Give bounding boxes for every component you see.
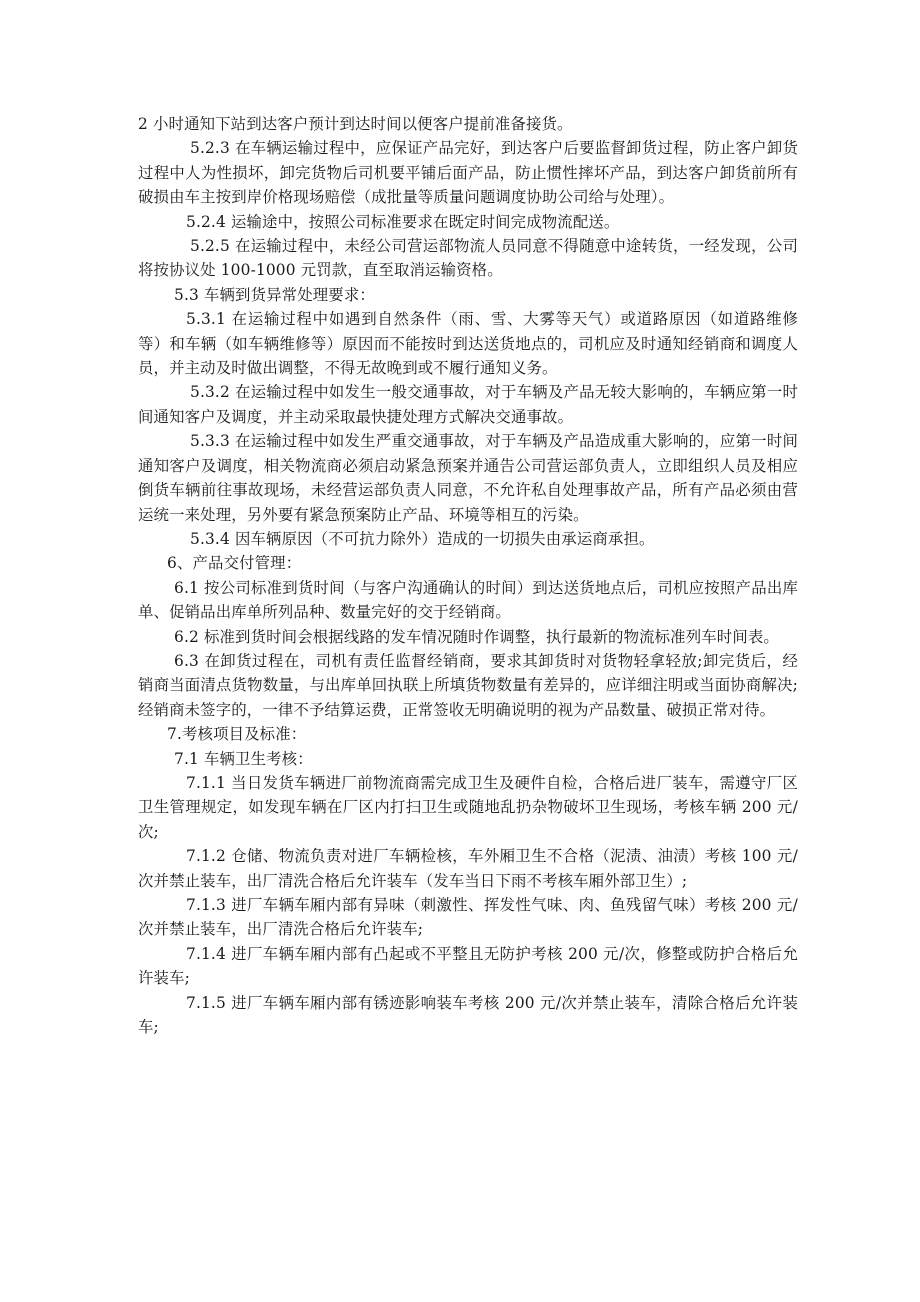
heading-5-3: 5.3 车辆到货异常处理要求： <box>174 285 375 304</box>
paragraph-5-3-1: 5.3.1 在运输过程中如遇到自然条件（雨、雪、大雾等天气）或道路原因（如道路维修等）和车辆（如车辆维修等）原因而不能按时到达送货地点的，司机应及时通知经销商和调度人员，并主动及时做出调整，不得无故晚到或不履行通知义务。 <box>138 310 798 378</box>
paragraph-5-2-5: 5.2.5 在运输过程中，未经公司营运部物流人员同意不得随意中途转货，一经发现，公司将按协议处 100-1000 元罚款，直至取消运输资格。 <box>138 237 798 280</box>
paragraph-7-1-4: 7.1.4 进厂车辆车厢内部有凸起或不平整且无防护考核 200 元/次，修整或防护合格后允许装车; <box>138 944 798 988</box>
paragraph-5-2-4: 5.2.4 运输途中，按照公司标准要求在既定时间完成物流配送。 <box>186 212 620 231</box>
heading-6: 6、产品交付管理： <box>167 554 302 573</box>
paragraph-6-1: 6.1 按公司标准到货时间（与客户沟通确认的时间）到达送货地点后，司机应按照产品出库单、促销品出库单所列品种、数量完好的交于经销商。 <box>138 578 798 622</box>
paragraph-5-3-2: 5.3.2 在运输过程中如发生一般交通事故，对于车辆及产品无较大影响的，车辆应第一时间通知客户及调度，并主动采取最快捷处理方式解决交通事故。 <box>138 383 798 426</box>
paragraph-7-1-5: 7.1.5 进厂车辆车厢内部有锈迹影响装车考核 200 元/次并禁止装车，清除合格后允许装车; <box>138 993 798 1037</box>
paragraph-5-3-4: 5.3.4 因车辆原因（不可抗力除外）造成的一切损失由承运商承担。 <box>190 529 655 548</box>
paragraph-5-3-3: 5.3.3 在运输过程中如发生严重交通事故，对于车辆及产品造成重大影响的，应第一时间通知客户及调度，相关物流商必须启动紧急预案并通告公司营运部负责人，立即组织人员及相应倒货车辆前往事故现场，未经营运部负责人同意，不允许私自处理事故产品，所有产品必须由营运统一来处理，另外要有紧急预案防止产品、环境等相互的污染。 <box>138 432 798 524</box>
paragraph-7-1-3: 7.1.3 进厂车辆车厢内部有异味（刺激性、挥发性气味、肉、鱼残留气味）考核 200 元/次并禁止装车，出厂清洗合格后允许装车; <box>138 896 798 939</box>
paragraph-continuation: 2 小时通知下站到达客户预计到达时间以便客户提前准备接货。 <box>138 115 573 133</box>
heading-7: 7.考核项目及标准： <box>167 725 307 744</box>
paragraph-5-2-3: 5.2.3 在车辆运输过程中，应保证产品完好，到达客户后要监督卸货过程，防止客户卸货过程中人为性损坏，卸完货物后司机要平铺后面产品，防止惯性摔坏产品，到达客户卸货前所有破损由车主按到岸价格现场赔偿（成批量等质量问题调度协助公司给与处理）。 <box>138 139 798 207</box>
paragraph-6-2: 6.2 标准到货时间会根据线路的发车情况随时作调整，执行最新的物流标准列车时间表。 <box>174 627 779 646</box>
document-page <box>138 112 798 1039</box>
paragraph-7-1-1: 7.1.1 当日发货车辆进厂前物流商需完成卫生及硬件自检，合格后进厂装车，需遵守厂区卫生管理规定，如发现车辆在厂区内打扫卫生或随地乱扔杂物破坏卫生现场，考核车辆 200 元/次; <box>138 773 798 841</box>
heading-7-1: 7.1 车辆卫生考核： <box>174 749 313 768</box>
paragraph-7-1-2: 7.1.2 仓储、物流负责对进厂车辆检核，车外厢卫生不合格（泥渍、油渍）考核 100 元/次并禁止装车，出厂清洗合格后允许装车（发车当日下雨不考核车厢外部卫生）; <box>138 847 798 890</box>
paragraph-6-3: 6.3 在卸货过程在，司机有责任监督经销商，要求其卸货时对货物轻拿轻放;卸完货后，经销商当面清点货物数量，与出库单回执联上所填货物数量有差异的，应详细注明或当面协商解决; 经销商未签字的，一律不予结算运费，正常签收无明确说明的视为产品数量、破损正常对待。 <box>138 651 798 719</box>
